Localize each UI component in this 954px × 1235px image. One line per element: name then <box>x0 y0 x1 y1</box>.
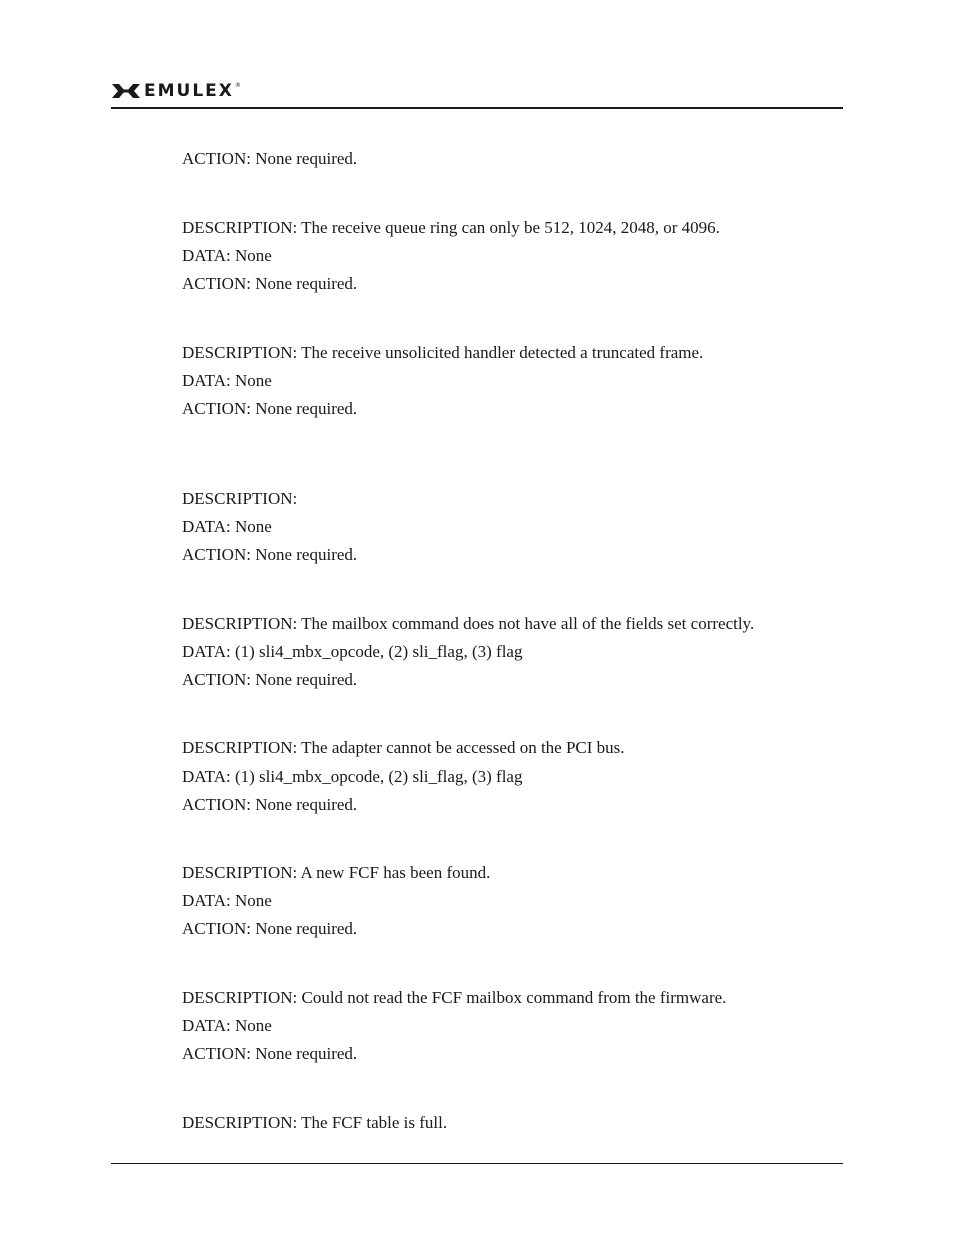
page-header <box>111 78 843 110</box>
description-line: DESCRIPTION: A new FCF has been found. <box>182 863 491 882</box>
data-line: DATA: None <box>182 517 272 536</box>
data-line: DATA: (1) sli4_mbx_opcode, (2) sli_flag, (3) flag <box>182 767 523 786</box>
data-line: DATA: None <box>182 1016 272 1035</box>
action-line: ACTION: None required. <box>182 399 358 418</box>
header-divider <box>111 107 843 109</box>
description-line: DESCRIPTION: The adapter cannot be accessed on the PCI bus. <box>182 738 625 757</box>
description-line: DESCRIPTION: Could not read the FCF mailbox command from the firmware. <box>182 988 727 1007</box>
description-line: DESCRIPTION: <box>182 489 298 508</box>
description-line: DESCRIPTION: The FCF table is full. <box>182 1113 448 1132</box>
description-line: DESCRIPTION: The receive unsolicited handler detected a truncated frame. <box>182 343 704 362</box>
action-line: ACTION: None required. <box>182 274 358 293</box>
action-line: ACTION: None required. <box>182 545 358 564</box>
action-line: ACTION: None required. <box>182 670 358 689</box>
data-line: DATA: (1) sli4_mbx_opcode, (2) sli_flag, (3) flag <box>182 642 523 661</box>
data-line: DATA: None <box>182 371 272 390</box>
action-line: ACTION: None required. <box>182 149 358 168</box>
emulex-logo <box>111 80 241 102</box>
action-line: ACTION: None required. <box>182 1044 358 1063</box>
action-line: ACTION: None required. <box>182 795 358 814</box>
action-line: ACTION: None required. <box>182 919 358 938</box>
footer-divider <box>111 1163 843 1164</box>
data-line: DATA: None <box>182 246 272 265</box>
description-line: DESCRIPTION: The mailbox command does not have all of the fields set correctly. <box>182 614 755 633</box>
trademark-symbol: ® <box>234 82 241 89</box>
data-line: DATA: None <box>182 891 272 910</box>
emulex-mark-icon <box>111 81 141 101</box>
description-line: DESCRIPTION: The receive queue ring can only be 512, 1024, 2048, or 4096. <box>182 218 720 237</box>
brand-name: EMULEX <box>144 81 234 101</box>
